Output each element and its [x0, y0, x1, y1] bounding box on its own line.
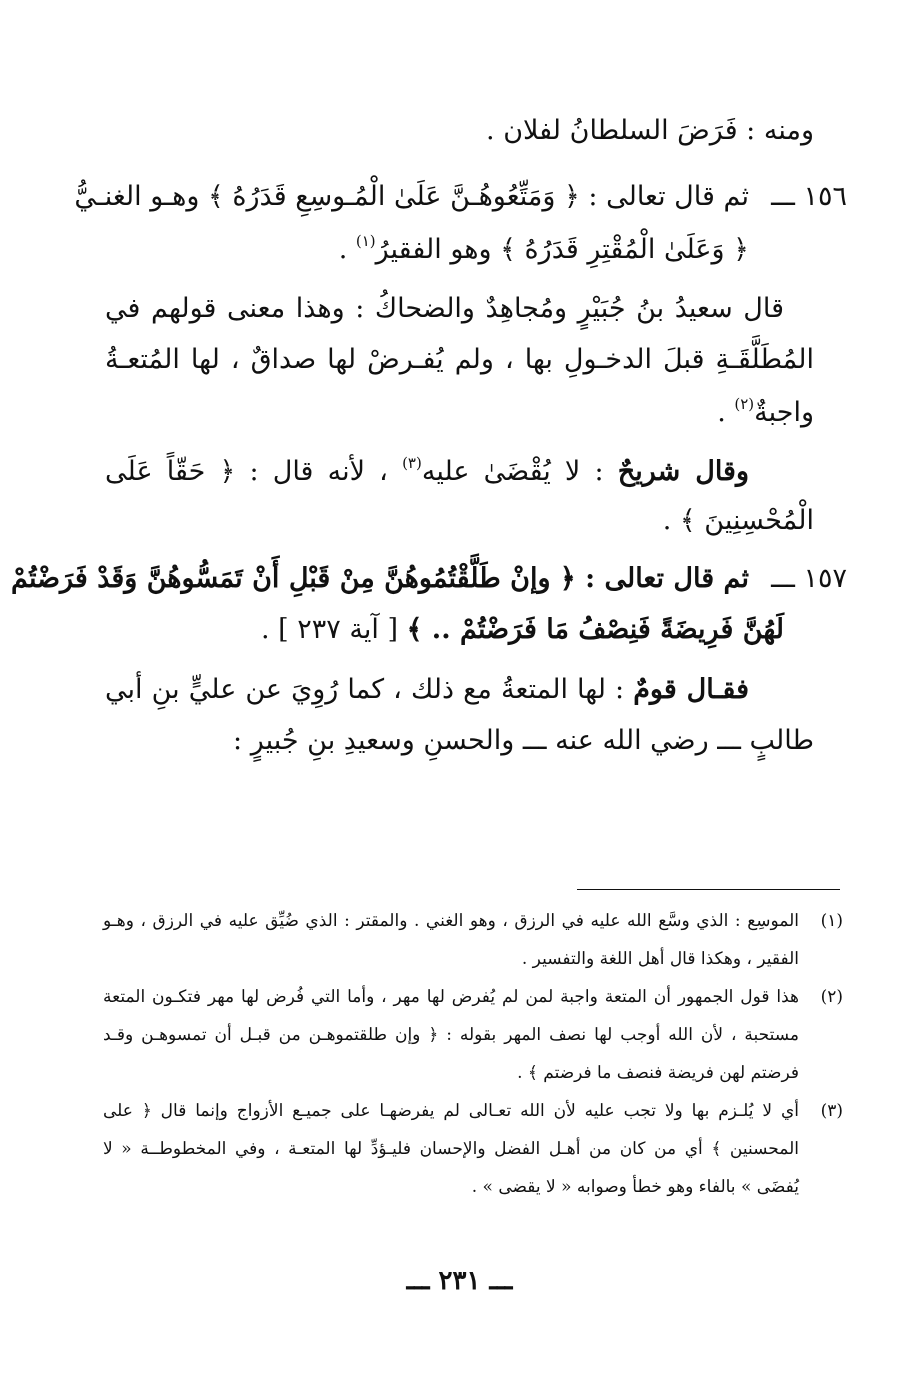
footnote-line: أي لا يُلـزم بها ولا تجب عليه لأن الله تعـالى لم يفرضهـا على جميـع الأزواج وإنما قال ﴿ على — [103, 1101, 799, 1121]
footnote-marker-1: (١) — [355, 232, 376, 250]
text-line: المُطَلَّقَـةِ قبلَ الدخـولِ بها ، ولم يُفـرضْ لها صداقٌ ، لها المُتعـةُ — [105, 344, 814, 375]
footnote-line: المحسنين ﴾ أي من كان من أهـل الفضل والإحسان فليـؤدِّ لها المتعـة ، وفي المخطوطــة « لا — [103, 1139, 799, 1159]
quran-verse: ﴿ وَعَلَىٰ الْمُقْتِرِ قَدَرُهُ ﴾ وهو الفقيرُ — [375, 234, 749, 265]
text-line: طالبٍ ـــ رضي الله عنه ـــ والحسنِ وسعيدِ بنِ جُبيرٍ : — [233, 725, 814, 756]
text-line — [105, 676, 749, 703]
speaker-name: فقـال قومٌ — [633, 674, 749, 705]
text-line — [105, 456, 749, 485]
text-fragment: . — [717, 397, 735, 428]
text-line: قال سعيدُ بنُ جُبَيْرٍ ومُجاهِدٌ والضحاكُ : وهذا معنى قولهم في — [105, 293, 784, 324]
footnote-line: الموسِع : الذي وسَّع الله عليه في الرزق ، وهو الغني . والمقتر : الذي ضُيِّق عليه في الرزق ، وهـو — [103, 911, 799, 931]
text-fragment: : لا يُقْضَىٰ عليه — [421, 456, 618, 487]
speaker-name: وقال شريحٌ — [617, 456, 750, 487]
text-line: ثم قال تعالى : ﴿ وإنْ طَلَّقْتُمُوهُنَّ مِنْ قَبْلِ أَنْ تَمَسُّوهُنَّ وَقَدْ فَرَضْتُمْ — [10, 563, 749, 594]
text-fragment: واجبةٌ — [754, 397, 814, 428]
footnote-number: (١) — [820, 911, 843, 931]
quran-verse: لَهُنَّ فَرِيضَةً فَنِصْفُ مَا فَرَضْتُمْ .. ﴾ — [406, 614, 784, 645]
page-number: ـــ ٢٣١ ـــ — [406, 1266, 513, 1296]
text-line — [105, 397, 814, 426]
footnote-line: فرضتم لهن فريضة فنصف ما فرضتم ﴾ . — [517, 1063, 799, 1083]
text-fragment: ، لأنه قال : ﴿ حَقّاً عَلَى — [105, 456, 403, 487]
footnote-number: (٢) — [820, 987, 843, 1007]
footnote-number: (٣) — [820, 1101, 843, 1121]
text-fragment: : لها المتعةُ مع ذلك ، كما رُوِيَ عن عليٍّ بنِ أبي — [105, 674, 634, 705]
footnote-separator — [577, 889, 840, 890]
footnote-marker-3: (٣) — [402, 454, 422, 472]
footnote-marker-2: (٢) — [734, 395, 755, 413]
footnote-line: يُفضَى » بالفاء وهو خطأ وصوابه « لا يقضى » . — [471, 1177, 799, 1197]
text-line: ثم قال تعالى : ﴿ وَمَتِّعُوهُـنَّ عَلَىٰ الْمُـوسِعِ قَدَرُهُ ﴾ وهـو الغنـيُّ — [74, 181, 749, 212]
text-fragment: . — [338, 234, 356, 265]
verse-reference: [ آية ٢٣٧ ] . — [261, 614, 407, 645]
footnote-line: مستحبة ، لأن الله أوجب لها نصف المهر بقوله : ﴿ وإن طلقتموهـن من قبـل أن تمسوهـن وقـد — [103, 1025, 799, 1045]
item-number-156: ١٥٦ ـــ — [771, 181, 847, 212]
text-line: ومنه : فَرَضَ السلطانُ لفلان . — [486, 115, 814, 146]
footnote-line: الفقير ، وهكذا قال أهل اللغة والتفسير . — [521, 949, 799, 969]
text-line: الْمُحْسِنِينَ ﴾ . — [662, 505, 814, 536]
item-number-157: ١٥٧ ـــ — [771, 563, 847, 594]
text-line — [105, 234, 749, 263]
text-line — [105, 616, 784, 643]
footnote-line: هذا قول الجمهور أن المتعة واجبة لمن لم يُفرض لها مهر ، وأما التي فُرض لها مهر فتكـون المتعة — [103, 987, 799, 1007]
